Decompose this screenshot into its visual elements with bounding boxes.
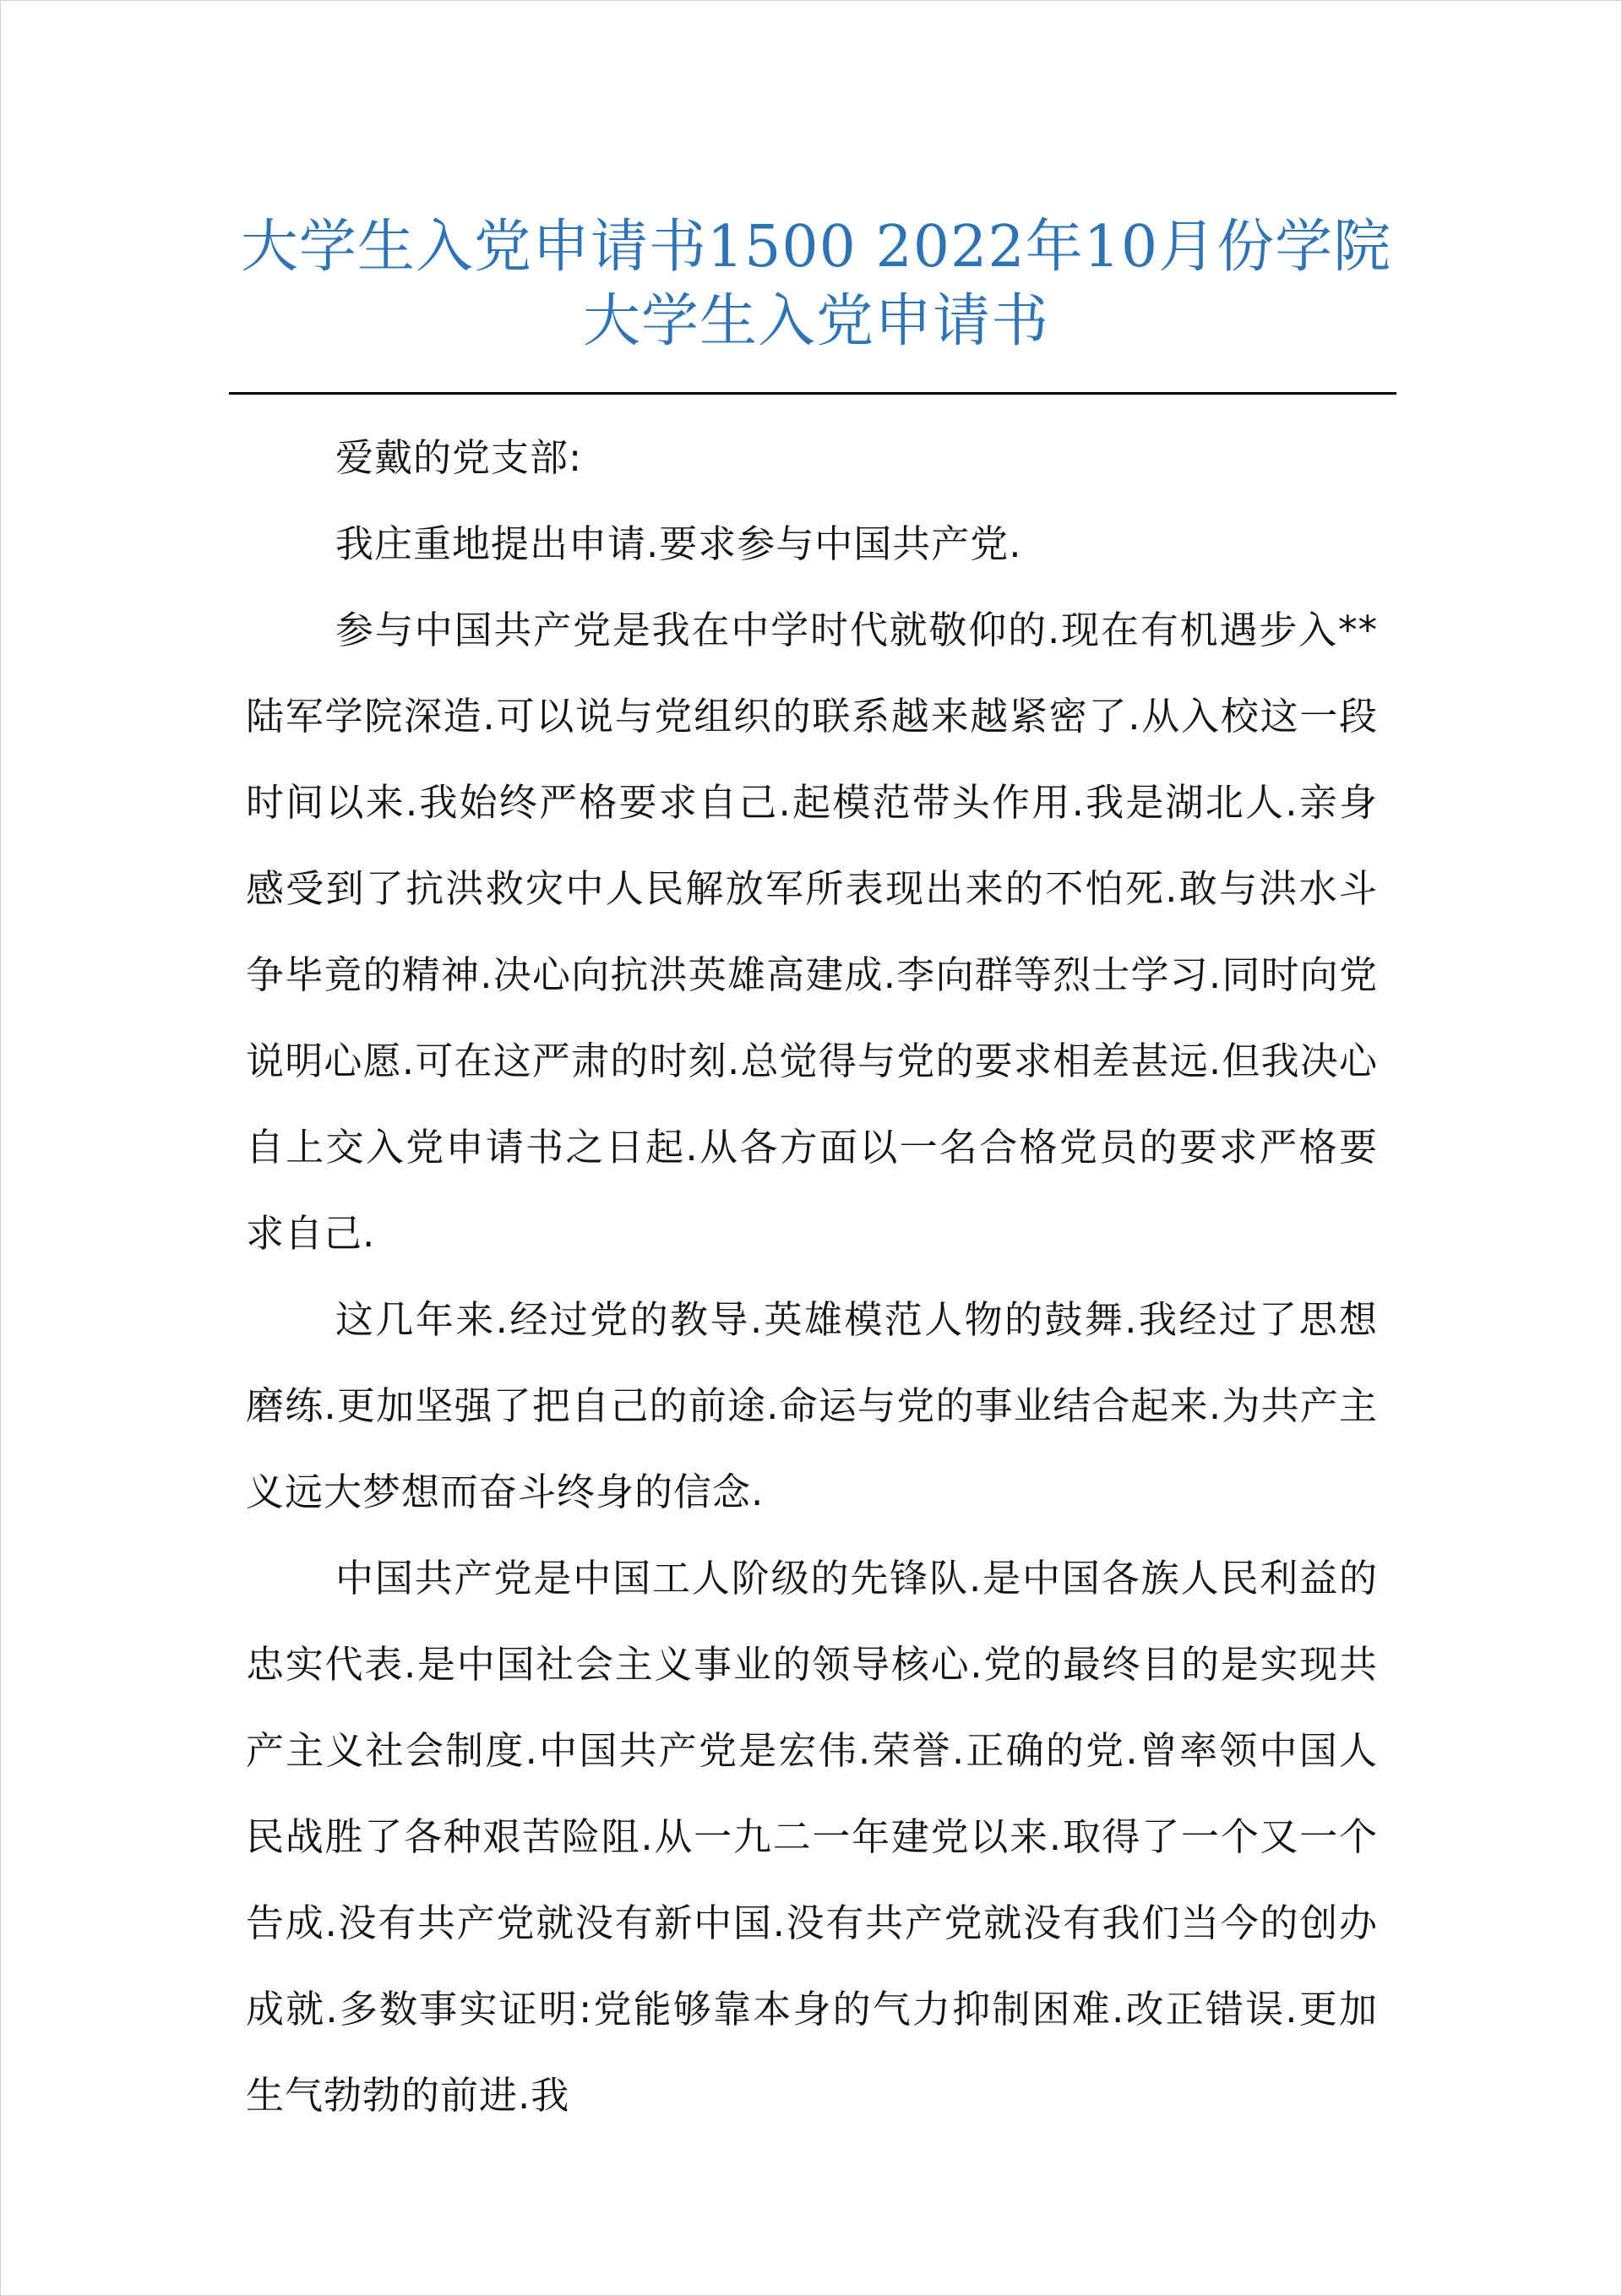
paragraph: 我庄重地提出申请.要求参与中国共产党. (335, 521, 1022, 566)
document-title (237, 210, 1395, 359)
document-body (246, 415, 1378, 2139)
title-line-2: 大学生入党申请书 (582, 288, 1049, 355)
paragraph: 参与中国共产党是我在中学时代就敬仰的.现在有机遇步入**陆军学院深造.可以说与党组织的联系越来越紧密了.从入校这一段时间以来.我始终严格要求自己.起模范带头作用.我是湖北人.亲身感受到了抗洪救灾中人民解放军所表现出来的不怕死.敢与洪水斗争毕竟的精神.决心向抗洪英雄高建成.李向群等烈士学习.同时向党说明心愿.可在这严肃的时刻.总觉得与党的要求相差甚远.但我决心自上交入党申请书之日起.从各方面以一名合格党员的要求严格要求自己. (246, 608, 1378, 1256)
title-line-1: 大学生入党申请书1500 2022年10月份学院 (240, 214, 1392, 281)
title-divider (229, 392, 1396, 395)
paragraph: 中国共产党是中国工人阶级的先锋队.是中国各族人民利益的忠实代表.是中国社会主义事业的领导核心.党的最终目的是实现共产主义社会制度.中国共产党是宏伟.荣誉.正确的党.曾率领中国人民战胜了各种艰苦险阻.从一九二一年建党以来.取得了一个又一个告成.没有共产党就没有新中国.没有共产党就没有我们当今的创办成就.多数事实证明:党能够靠本身的气力抑制困难.改正错误.更加生气勃勃的前进.我 (246, 1556, 1378, 2118)
salutation: 爱戴的党支部: (335, 435, 583, 480)
paragraph: 这几年来.经过党的教导.英雄模范人物的鼓舞.我经过了思想磨练.更加坚强了把自己的前途.命运与党的事业结合起来.为共产主义远大梦想而奋斗终身的信念. (246, 1297, 1378, 1514)
